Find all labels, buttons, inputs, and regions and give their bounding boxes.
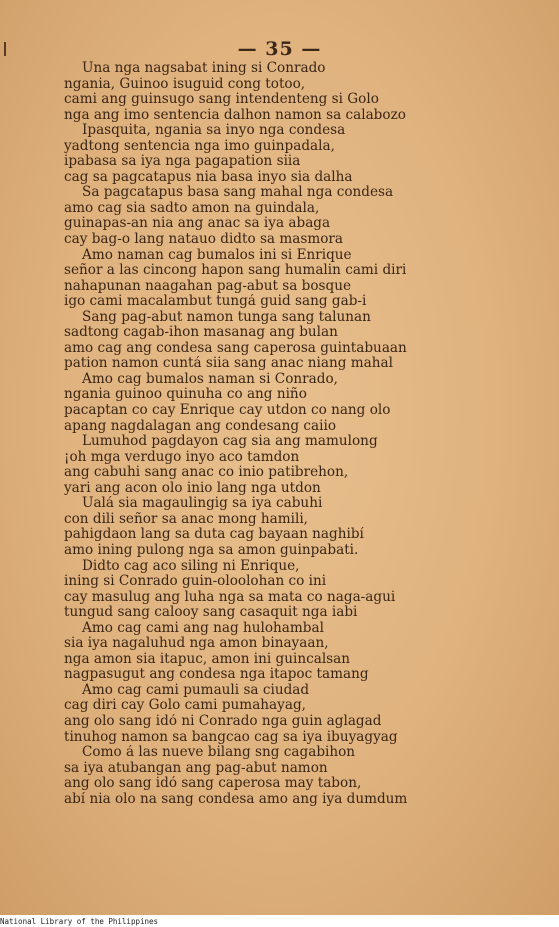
- poem-line: amo ining pulong nga sa amon guinpabati.: [64, 542, 359, 558]
- poem-line: cay bag-o lang natauo didto sa masmora: [64, 232, 344, 248]
- poem-line: Amo naman cag bumalos ini si Enrique: [82, 247, 352, 263]
- poem-line: Como á las nueve bilang sng cagabihon: [82, 745, 356, 761]
- poem-line: nahapunan naagahan pag-abut sa bosque: [64, 278, 352, 294]
- poem-line: yadtong sentencia nga imo guinpadala,: [64, 138, 335, 154]
- poem-line: con dili señor sa anac mong hamili,: [64, 511, 308, 527]
- poem-line: yari ang acon olo inio lang nga utdon: [64, 480, 321, 496]
- poem-line: sia iya nagaluhud nga amon binayaan,: [64, 636, 329, 652]
- poem-line: guinapas-an nia ang anac sa iya abaga: [64, 216, 331, 232]
- poem-line: ang olo sang idó sang caperosa may tabon,: [64, 776, 362, 792]
- poem-line: pahigdaon lang sa duta cag bayaan naghibí: [64, 527, 364, 543]
- poem-line: nagpasugut ang condesa nga itapoc tamang: [64, 667, 369, 683]
- poem-line: apang nagdalagan ang condesang caiio: [64, 418, 337, 434]
- poem-line: ang olo sang idó ni Conrado nga guin aglagad: [64, 713, 382, 729]
- poem-line: Lumuhod pagdayon cag sia ang mamulong: [82, 434, 378, 450]
- poem-line: Sa pagcatapus basa sang mahal nga condesa: [82, 185, 394, 201]
- poem-line: cag diri cay Golo cami pumahayag,: [64, 698, 306, 714]
- poem-line: Sang pag-abut namon tunga sang talunan: [82, 309, 371, 325]
- poem-line: igo cami macalambut tungá guid sang gab-i: [64, 294, 367, 310]
- poem-line: amo cag ang condesa sang caperosa guintabuaan: [64, 340, 407, 356]
- poem-line: pation namon cuntá siia sang anac niang mahal: [64, 356, 393, 372]
- poem-line: ¡oh mga verdugo inyo aco tamdon: [64, 449, 300, 465]
- poem-line: amo cag sia sadto amon na guindala,: [64, 200, 320, 216]
- poem-text: [64, 61, 504, 807]
- poem-line: sadtong cagab-ihon masanag ang bulan: [64, 325, 338, 341]
- poem-line: ngania guinoo quinuha co ang niño: [64, 387, 307, 403]
- poem-line: ang cabuhi sang anac co inio patibrehon,: [64, 465, 349, 481]
- poem-line: cay masulug ang luha nga sa mata co naga-agui: [64, 589, 396, 605]
- poem-line: ngania, Guinoo isuguid cong totoo,: [64, 76, 306, 92]
- poem-line: cag sa pagcatapus nia basa inyo sia dalha: [64, 169, 353, 185]
- poem-line: abí nia olo na sang condesa amo ang iya dumdum: [64, 791, 408, 807]
- page-number: — 35 —: [237, 38, 322, 60]
- poem-line: señor a las cincong hapon sang humalin cami diri: [64, 263, 407, 279]
- poem-line: nga ang imo sentencia dalhon namon sa calabozo: [64, 107, 406, 123]
- poem-line: Ualá sia magaulingig sa iya cabuhi: [82, 496, 323, 512]
- poem-line: Amo cag bumalos naman si Conrado,: [82, 371, 338, 387]
- poem-line: tinuhog namon sa bangcao cag sa iya ibuyagyag: [64, 729, 398, 745]
- poem-line: ipabasa sa iya nga pagapation siia: [64, 154, 301, 170]
- poem-line: Amo cag cami pumauli sa ciudad: [82, 682, 310, 698]
- poem-line: nga amon sia itapuc, amon ini guincalsan: [64, 651, 350, 667]
- poem-line: pacaptan co cay Enrique cay utdon co nang olo: [64, 403, 391, 419]
- poem-line: Una nga nagsabat ining si Conrado: [82, 61, 326, 76]
- poem-line: Amo cag cami ang nag hulohambal: [82, 620, 324, 636]
- poem-line: Ipasquita, ngania sa inyo nga condesa: [82, 123, 346, 139]
- poem-line: Didto cag aco siling ni Enrique,: [82, 558, 300, 574]
- poem-line: ining si Conrado guin-oloolohan co ini: [64, 574, 327, 590]
- poem-line: tungud sang calooy sang casaquit nga iabi: [64, 605, 358, 621]
- library-credit: National Library of the Philippines: [0, 917, 159, 926]
- poem-line: cami ang guinsugo sang intendenteng si Golo: [64, 92, 379, 108]
- poem-line: sa iya atubangan ang pag-abut namon: [64, 760, 328, 776]
